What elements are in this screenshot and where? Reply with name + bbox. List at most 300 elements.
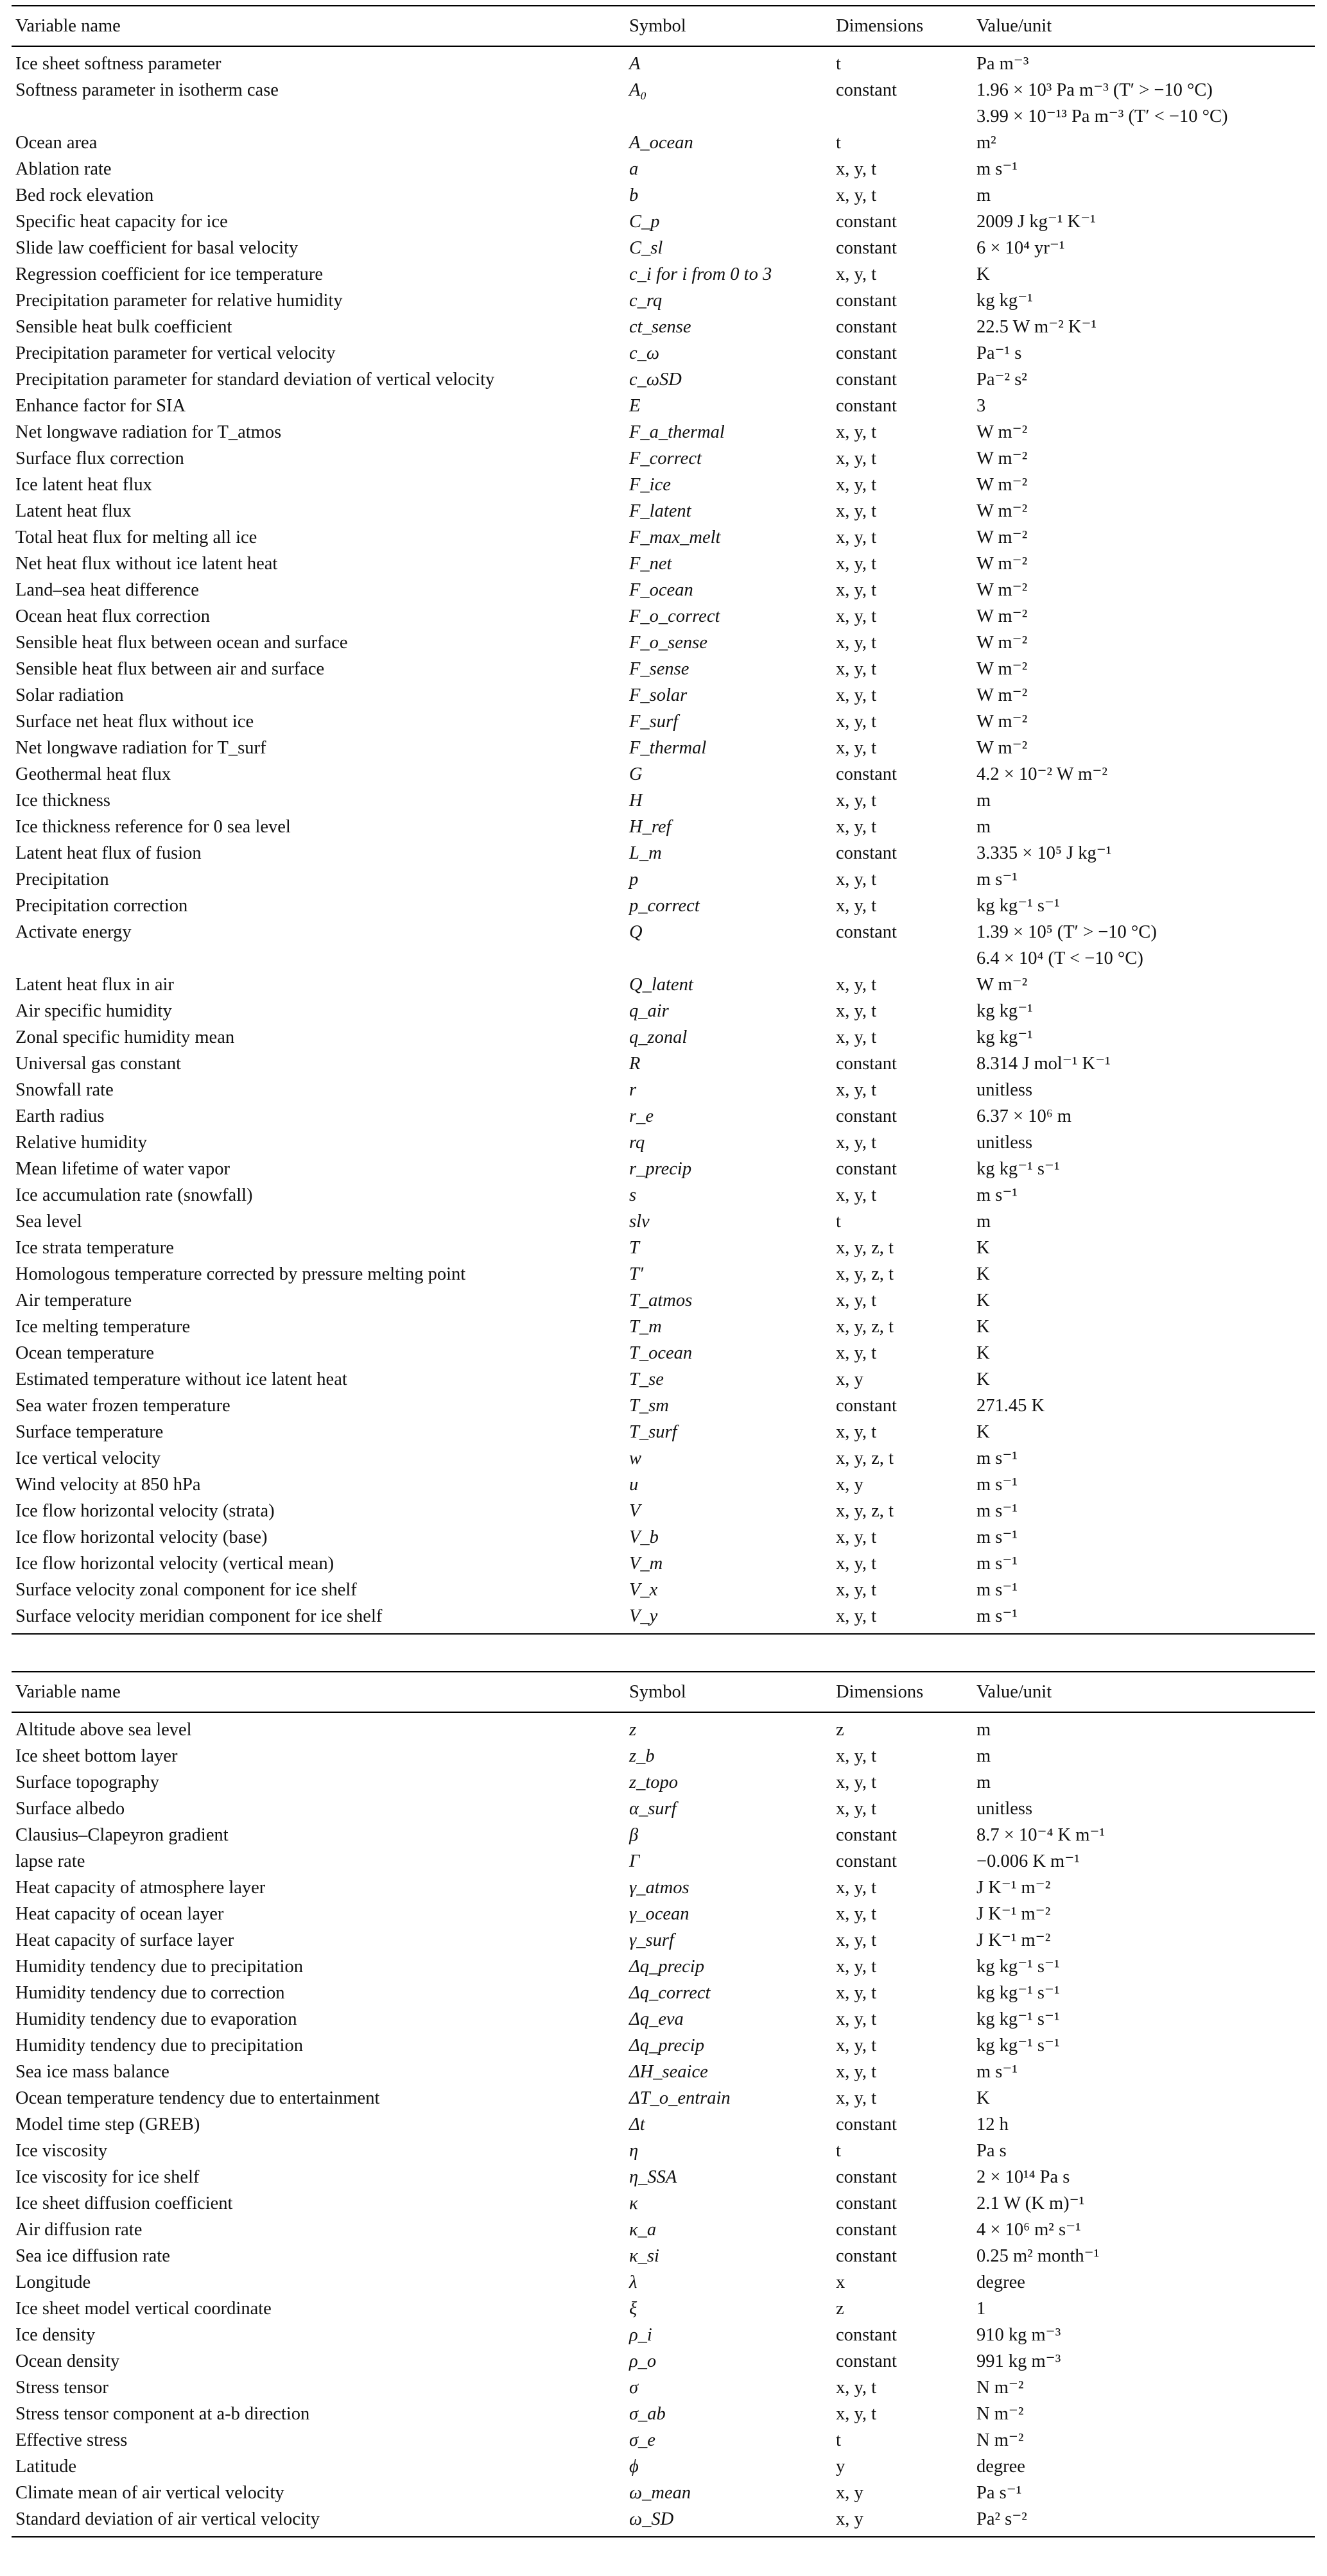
value-unit-cell: unitless xyxy=(976,1133,1033,1153)
value-unit-cell: K xyxy=(976,1264,990,1284)
variable-name-cell: Altitude above sea level xyxy=(15,1720,192,1740)
dimensions-cell: x, y, z, t xyxy=(836,1501,894,1521)
variable-name-cell: Ablation rate xyxy=(15,159,112,179)
table-body-part-2 xyxy=(12,1712,1315,2537)
table-row xyxy=(12,1393,1315,1419)
symbol-cell: ρ_o xyxy=(629,2351,657,2371)
variable-name-cell: Mean lifetime of water vapor xyxy=(15,1159,230,1179)
empty-cell xyxy=(832,103,973,130)
variable-name-cell: Sea level xyxy=(15,1212,82,1232)
symbol-cell: r xyxy=(629,1080,637,1100)
value-unit-cell: m xyxy=(976,185,991,205)
symbol-cell: V_x xyxy=(629,1580,658,1600)
value-unit-cell: 1.39 × 10⁵ (T′ > −10 °C) xyxy=(976,922,1157,942)
table-row xyxy=(12,1769,1315,1796)
table-row xyxy=(12,445,1315,472)
variable-name-cell: Zonal specific humidity mean xyxy=(15,1027,235,1047)
symbol-cell: ω_mean xyxy=(629,2483,691,2503)
table-row xyxy=(12,2006,1315,2032)
table-row xyxy=(12,2348,1315,2374)
table-row xyxy=(12,814,1315,840)
value-unit-cell: m s⁻¹ xyxy=(976,1185,1018,1205)
table-row xyxy=(12,1550,1315,1577)
value-unit-cell: m s⁻¹ xyxy=(976,1527,1018,1547)
dimensions-cell: constant xyxy=(836,2220,897,2240)
empty-cell xyxy=(625,945,832,972)
value-unit-cell: K xyxy=(976,1343,990,1363)
variable-name-cell: Longitude xyxy=(15,2272,91,2292)
value-unit-cell: degree xyxy=(976,2272,1025,2292)
dimensions-cell: constant xyxy=(836,2194,897,2213)
table-row xyxy=(12,2480,1315,2506)
table-row xyxy=(12,46,1315,77)
table-row xyxy=(12,603,1315,630)
value-unit-cell: 8.314 J mol⁻¹ K⁻¹ xyxy=(976,1054,1111,1074)
table-row xyxy=(12,1024,1315,1051)
dimensions-cell: x, y, z, t xyxy=(836,1264,894,1284)
dimensions-cell: constant xyxy=(836,2351,897,2371)
value-unit-cell: kg kg⁻¹ s⁻¹ xyxy=(976,896,1060,916)
dimensions-cell: x, y, t xyxy=(836,633,877,653)
variable-name-cell: Ocean area xyxy=(15,133,98,153)
value-unit-cell: K xyxy=(976,1422,990,1442)
dimensions-cell: constant xyxy=(836,238,897,258)
value-unit-cell: J K⁻¹ m⁻² xyxy=(976,1930,1051,1950)
symbol-cell: Δt xyxy=(629,2115,645,2134)
variable-name-cell: Surface albedo xyxy=(15,1799,125,1819)
value-unit-cell: 2 × 10¹⁴ Pa s xyxy=(976,2167,1070,2187)
symbol-cell: Γ xyxy=(629,1851,640,1871)
variable-name-cell: Sea water frozen temperature xyxy=(15,1396,230,1416)
symbol-cell: ct_sense xyxy=(629,317,691,337)
symbol-cell: ρ_i xyxy=(629,2325,652,2345)
symbol-cell: γ_surf xyxy=(629,1930,674,1950)
dimensions-cell: x, y, t xyxy=(836,712,877,732)
dimensions-cell: constant xyxy=(836,317,897,337)
dimensions-cell: constant xyxy=(836,1396,897,1416)
variable-name-cell: Specific heat capacity for ice xyxy=(15,212,228,232)
value-unit-cell: m xyxy=(976,1773,991,1792)
symbol-cell: z xyxy=(629,1720,637,1740)
table-row xyxy=(12,1051,1315,1077)
variable-name-cell: Slide law coefficient for basal velocity xyxy=(15,238,299,258)
dimensions-cell: constant xyxy=(836,1159,897,1179)
variable-name-cell: Enhance factor for SIA xyxy=(15,396,186,416)
symbol-cell: γ_atmos xyxy=(629,1878,690,1898)
value-unit-cell: m s⁻¹ xyxy=(976,1580,1018,1600)
symbol-cell: ξ xyxy=(629,2299,637,2319)
table-row xyxy=(12,1314,1315,1340)
table-row xyxy=(12,340,1315,366)
symbol-cell: q_zonal xyxy=(629,1027,688,1047)
header-value-unit: Value/unit xyxy=(973,6,1315,46)
value-unit-cell: m xyxy=(976,1212,991,1232)
symbol-cell: F_correct xyxy=(629,449,702,468)
value-unit-cell: K xyxy=(976,2088,990,2108)
table-row xyxy=(12,2269,1315,2296)
dimensions-cell: x, y, z, t xyxy=(836,1448,894,1468)
table-row xyxy=(12,524,1315,551)
dimensions-cell: constant xyxy=(836,2115,897,2134)
value-unit-cell: 22.5 W m⁻² K⁻¹ xyxy=(976,317,1097,337)
variable-name-cell: Geothermal heat flux xyxy=(15,764,171,784)
symbol-cell: A xyxy=(629,54,641,74)
dimensions-cell: x, y, t xyxy=(836,264,877,284)
symbol-cell: F_net xyxy=(629,554,672,574)
variable-name-cell: Homologous temperature corrected by pressure melting point xyxy=(15,1264,466,1284)
dimensions-cell: constant xyxy=(836,1106,897,1126)
dimensions-cell: x, y, t xyxy=(836,817,877,837)
variable-name-cell: Ocean temperature xyxy=(15,1343,154,1363)
dimensions-cell: x, y, t xyxy=(836,185,877,205)
variable-name-cell: Bed rock elevation xyxy=(15,185,154,205)
table-row xyxy=(12,2138,1315,2164)
dimensions-cell: x, y, t xyxy=(836,528,877,547)
value-unit-cell: 4.2 × 10⁻² W m⁻² xyxy=(976,764,1107,784)
table-row xyxy=(12,1796,1315,1822)
value-unit-cell: kg kg⁻¹ s⁻¹ xyxy=(976,2009,1060,2029)
variable-name-cell: Sensible heat flux between ocean and surface xyxy=(15,633,348,653)
value-unit-cell: W m⁻² xyxy=(976,685,1028,705)
value-unit-cell: W m⁻² xyxy=(976,738,1028,758)
table-row xyxy=(12,1235,1315,1261)
symbol-cell: F_ocean xyxy=(629,580,693,600)
symbol-cell: q_air xyxy=(629,1001,669,1021)
variable-name-cell: Air specific humidity xyxy=(15,1001,172,1021)
symbol-cell: V xyxy=(629,1501,641,1521)
symbol-cell: T xyxy=(629,1238,639,1258)
variable-name-cell: Humidity tendency due to precipitation xyxy=(15,1957,303,1977)
value-unit-cell: 271.45 K xyxy=(976,1396,1045,1416)
symbol-cell: Δq_precip xyxy=(629,2036,704,2056)
value-unit-cell: m s⁻¹ xyxy=(976,1554,1018,1574)
variable-name-cell: Standard deviation of air vertical velocity xyxy=(12,2506,625,2537)
table-row xyxy=(12,761,1315,787)
value-unit-cell: 12 h xyxy=(976,2115,1009,2134)
table-row xyxy=(12,919,1315,945)
value-unit-cell: m s⁻¹ xyxy=(976,870,1018,889)
dimensions-cell: x, y, t xyxy=(836,449,877,468)
value-unit-cell: m s⁻¹ xyxy=(973,1603,1315,1634)
header-symbol: Symbol xyxy=(625,6,832,46)
table-row xyxy=(12,998,1315,1024)
symbol-cell: V_y xyxy=(625,1603,832,1634)
value-unit-cell: 6.37 × 10⁶ m xyxy=(976,1106,1071,1126)
value-unit-cell: J K⁻¹ m⁻² xyxy=(976,1878,1051,1898)
variable-name-cell: Ice viscosity for ice shelf xyxy=(15,2167,200,2187)
value-unit-cell: m s⁻¹ xyxy=(976,2062,1018,2082)
symbol-cell: Δq_eva xyxy=(629,2009,684,2029)
dimensions-cell: x, y xyxy=(832,2506,973,2537)
dimensions-cell: x, y, t xyxy=(836,1878,877,1898)
symbol-cell: z_b xyxy=(629,1746,655,1766)
variable-name-cell: Ice accumulation rate (snowfall) xyxy=(15,1185,253,1205)
table-row xyxy=(12,630,1315,656)
value-unit-cell: 8.7 × 10⁻⁴ K m⁻¹ xyxy=(976,1825,1106,1845)
variable-name-cell: Model time step (GREB) xyxy=(15,2115,200,2134)
value-unit-cell: W m⁻² xyxy=(976,975,1028,995)
table-row xyxy=(12,840,1315,866)
variable-name-cell: Land–sea heat difference xyxy=(15,580,199,600)
table-row xyxy=(12,2427,1315,2453)
variable-name-cell: Snowfall rate xyxy=(15,1080,114,1100)
symbol-cell: F_latent xyxy=(629,501,691,521)
table-row xyxy=(12,1498,1315,1524)
variable-name-cell: Ice sheet diffusion coefficient xyxy=(15,2194,233,2213)
variable-name-cell: Total heat flux for melting all ice xyxy=(15,528,257,547)
variable-name-cell: Universal gas constant xyxy=(15,1054,182,1074)
value-unit-cell: W m⁻² xyxy=(976,580,1028,600)
symbol-cell: κ_a xyxy=(629,2220,657,2240)
dimensions-cell: x, y, t xyxy=(836,2062,877,2082)
value-unit-cell: m s⁻¹ xyxy=(976,159,1018,179)
symbol-cell: σ_e xyxy=(629,2430,655,2450)
variable-name-cell: Humidity tendency due to correction xyxy=(15,1983,285,2003)
variable-name-cell: Stress tensor component at a-b direction xyxy=(15,2404,310,2424)
variable-name-cell: Ice strata temperature xyxy=(15,1238,174,1258)
header-dimensions: Dimensions xyxy=(832,1672,973,1712)
value-unit-cell: J K⁻¹ m⁻² xyxy=(976,1904,1051,1924)
value-unit-cell: m s⁻¹ xyxy=(976,1475,1018,1495)
variable-name-cell: Surface velocity meridian component for ice shelf xyxy=(12,1603,625,1634)
table-row xyxy=(12,1261,1315,1287)
dimensions-cell: constant xyxy=(836,80,897,100)
table-row xyxy=(12,1980,1315,2006)
value-unit-cell: Pa² s⁻² xyxy=(973,2506,1315,2537)
dimensions-cell: x, y, t xyxy=(836,738,877,758)
dimensions-cell: x, y xyxy=(836,2483,863,2503)
table-row xyxy=(12,2164,1315,2190)
symbol-cell: κ_si xyxy=(629,2246,659,2266)
dimensions-cell: z xyxy=(836,1720,844,1740)
symbol-cell: w xyxy=(629,1448,642,1468)
variable-name-cell: Humidity tendency due to precipitation xyxy=(15,2036,303,2056)
dimensions-cell: x, y, t xyxy=(836,501,877,521)
dimensions-cell: x, y, t xyxy=(836,791,877,811)
variable-name-cell: Clausius–Clapeyron gradient xyxy=(15,1825,229,1845)
symbol-cell: A_ocean xyxy=(629,133,693,153)
value-unit-cell: Pa s xyxy=(976,2141,1007,2161)
table-row xyxy=(12,708,1315,735)
symbol-cell: Q xyxy=(629,922,643,942)
table-row xyxy=(12,1822,1315,1848)
value-unit-cell-line-2: 3.99 × 10⁻¹³ Pa m⁻³ (T′ < −10 °C) xyxy=(976,107,1228,126)
table-row xyxy=(12,656,1315,682)
symbol-cell: F_o_sense xyxy=(629,633,707,653)
value-unit-cell: 3.335 × 10⁵ J kg⁻¹ xyxy=(976,843,1112,863)
variable-name-cell: Ice sheet softness parameter xyxy=(15,54,221,74)
symbol-cell: T_atmos xyxy=(629,1291,693,1310)
value-unit-cell: kg kg⁻¹ s⁻¹ xyxy=(976,2036,1060,2056)
table-row xyxy=(12,787,1315,814)
variable-name-cell: Heat capacity of atmosphere layer xyxy=(15,1878,266,1898)
variable-name-cell: Air temperature xyxy=(15,1291,132,1310)
variable-name-cell: Surface velocity zonal component for ice shelf xyxy=(15,1580,357,1600)
table-row xyxy=(12,2085,1315,2111)
variable-name-cell: Ice sheet model vertical coordinate xyxy=(15,2299,272,2319)
symbol-cell: r_precip xyxy=(629,1159,692,1179)
variable-name-cell: Sea ice mass balance xyxy=(15,2062,169,2082)
dimensions-cell: constant xyxy=(836,1054,897,1074)
dimensions-cell: x, y xyxy=(836,1370,863,1389)
variable-name-cell: Ocean temperature tendency due to entertainment xyxy=(15,2088,380,2108)
table-body-part-1 xyxy=(12,46,1315,1634)
table-row xyxy=(12,366,1315,393)
variable-name-cell: Ice density xyxy=(15,2325,96,2345)
table-row xyxy=(12,1129,1315,1156)
value-unit-cell: N m⁻² xyxy=(976,2404,1024,2424)
variable-name-cell: Ice thickness xyxy=(15,791,110,811)
value-unit-cell: kg kg⁻¹ xyxy=(976,1027,1033,1047)
symbol-cell: F_a_thermal xyxy=(629,422,725,442)
value-unit-cell: 2.1 W (K m)⁻¹ xyxy=(976,2194,1085,2213)
dimensions-cell: x, y, t xyxy=(836,896,877,916)
variable-name-cell: Ice flow horizontal velocity (strata) xyxy=(15,1501,275,1521)
value-unit-cell: m xyxy=(976,1746,991,1766)
symbol-cell: H xyxy=(629,791,643,811)
dimensions-cell: x, y, t xyxy=(836,975,877,995)
variable-name-cell: Precipitation xyxy=(15,870,109,889)
value-unit-cell: K xyxy=(976,1370,990,1389)
value-unit-cell: K xyxy=(976,1291,990,1310)
dimensions-cell: constant xyxy=(836,396,897,416)
value-unit-cell: 3 xyxy=(976,396,986,416)
value-unit-cell: W m⁻² xyxy=(976,501,1028,521)
dimensions-cell: x, y, t xyxy=(836,1080,877,1100)
value-unit-cell: K xyxy=(976,1238,990,1258)
value-unit-cell: W m⁻² xyxy=(976,554,1028,574)
variable-name-cell: Precipitation parameter for relative humidity xyxy=(15,291,343,311)
dimensions-cell: t xyxy=(836,1212,841,1232)
table-row xyxy=(12,288,1315,314)
variable-name-cell: Humidity tendency due to evaporation xyxy=(15,2009,297,2029)
symbol-cell: L_m xyxy=(629,843,662,863)
table-row xyxy=(12,2506,1315,2537)
variable-name-cell: Net longwave radiation for T_atmos xyxy=(15,422,282,442)
value-unit-cell: W m⁻² xyxy=(976,449,1028,468)
table-row xyxy=(12,2401,1315,2427)
empty-cell xyxy=(625,103,832,130)
header-value-unit: Value/unit xyxy=(973,1672,1315,1712)
variable-name-cell: Regression coefficient for ice temperature xyxy=(15,264,324,284)
value-unit-cell: W m⁻² xyxy=(976,659,1028,679)
value-unit-cell: Pa s⁻¹ xyxy=(976,2483,1022,2503)
value-unit-cell: 910 kg m⁻³ xyxy=(976,2325,1061,2345)
variable-name-cell: Net longwave radiation for T_surf xyxy=(15,738,266,758)
variable-name-cell: Latent heat flux in air xyxy=(15,975,174,995)
symbol-cell: κ xyxy=(629,2194,638,2213)
symbol-cell: η_SSA xyxy=(629,2167,677,2187)
symbol-cell: Q_latent xyxy=(629,975,693,995)
table-row xyxy=(12,866,1315,893)
dimensions-cell: constant xyxy=(836,370,897,390)
symbol-cell: rq xyxy=(629,1133,645,1153)
table-header-row xyxy=(12,1672,1315,1712)
value-unit-cell: W m⁻² xyxy=(976,606,1028,626)
variable-name-cell: Ice thickness reference for 0 sea level xyxy=(15,817,291,837)
table-row xyxy=(12,314,1315,340)
table-row xyxy=(12,2190,1315,2217)
dimensions-cell: x, y, t xyxy=(836,422,877,442)
value-unit-cell: kg kg⁻¹ s⁻¹ xyxy=(976,1159,1060,1179)
variable-name-cell: Wind velocity at 850 hPa xyxy=(15,1475,201,1495)
table-row xyxy=(12,893,1315,919)
table-row xyxy=(12,2322,1315,2348)
table-row xyxy=(12,472,1315,498)
symbol-cell: ω_SD xyxy=(625,2506,832,2537)
variable-name-cell: Sensible heat bulk coefficient xyxy=(15,317,232,337)
symbol-cell: F_surf xyxy=(629,712,679,732)
symbol-cell: Δq_precip xyxy=(629,1957,704,1977)
table-row xyxy=(12,735,1315,761)
variable-name-cell: Precipitation correction xyxy=(15,896,188,916)
value-unit-cell: 2009 J kg⁻¹ K⁻¹ xyxy=(976,212,1096,232)
variable-name-cell: Surface net heat flux without ice xyxy=(15,712,254,732)
symbol-cell: c_rq xyxy=(629,291,663,311)
dimensions-cell: constant xyxy=(836,2246,897,2266)
table-row xyxy=(12,182,1315,209)
empty-cell xyxy=(12,945,625,972)
dimensions-cell: constant xyxy=(836,343,897,363)
table-row xyxy=(12,551,1315,577)
value-unit-cell: 1.96 × 10³ Pa m⁻³ (T′ > −10 °C) xyxy=(976,80,1213,100)
variable-name-cell: Estimated temperature without ice latent heat xyxy=(15,1370,347,1389)
dimensions-cell: x, y, t xyxy=(836,1580,877,1600)
table-row xyxy=(12,1603,1315,1634)
value-unit-cell: K xyxy=(976,264,990,284)
variable-name-cell: lapse rate xyxy=(15,1851,85,1871)
variable-name-cell: Stress tensor xyxy=(15,2378,108,2398)
table-row xyxy=(12,1366,1315,1393)
symbol-cell: Δq_correct xyxy=(629,1983,711,2003)
header-variable-name: Variable name xyxy=(12,1672,625,1712)
table-row xyxy=(12,1875,1315,1901)
symbol-cell: ΔT_o_entrain xyxy=(629,2088,731,2108)
table-row xyxy=(12,235,1315,261)
table-row xyxy=(12,2453,1315,2480)
symbol-cell: u xyxy=(629,1475,639,1495)
dimensions-cell: x, y, t xyxy=(836,1185,877,1205)
value-unit-cell: N m⁻² xyxy=(976,2378,1024,2398)
dimensions-cell: x, y, t xyxy=(836,1930,877,1950)
table-row xyxy=(12,1287,1315,1314)
variable-name-cell: Surface temperature xyxy=(15,1422,164,1442)
header-variable-name: Variable name xyxy=(12,6,625,46)
symbol-cell: γ_ocean xyxy=(629,1904,690,1924)
symbol-cell: β xyxy=(629,1825,639,1845)
dimensions-cell: x, y, t xyxy=(836,2009,877,2029)
symbol-cell: C_sl xyxy=(629,238,663,258)
dimensions-cell: x, y, t xyxy=(836,1957,877,1977)
symbol-cell: c_i for i from 0 to 3 xyxy=(629,264,772,284)
table-row xyxy=(12,1953,1315,1980)
table-row xyxy=(12,156,1315,182)
table-row xyxy=(12,2217,1315,2243)
variable-name-cell: Ice sheet bottom layer xyxy=(15,1746,178,1766)
variable-name-cell: Ice latent heat flux xyxy=(15,475,152,495)
symbol-cell: F_sense xyxy=(629,659,690,679)
table-row xyxy=(12,972,1315,998)
variable-name-cell: Surface flux correction xyxy=(15,449,184,468)
variable-name-cell: Climate mean of air vertical velocity xyxy=(15,2483,284,2503)
dimensions-cell: x, y, t xyxy=(836,1133,877,1153)
table-row xyxy=(12,1712,1315,1743)
dimensions-cell: t xyxy=(836,133,841,153)
symbol-cell: η xyxy=(629,2141,639,2161)
symbol-cell: p_correct xyxy=(629,896,700,916)
dimensions-cell: x, y, t xyxy=(836,659,877,679)
table-row-continuation xyxy=(12,945,1315,972)
